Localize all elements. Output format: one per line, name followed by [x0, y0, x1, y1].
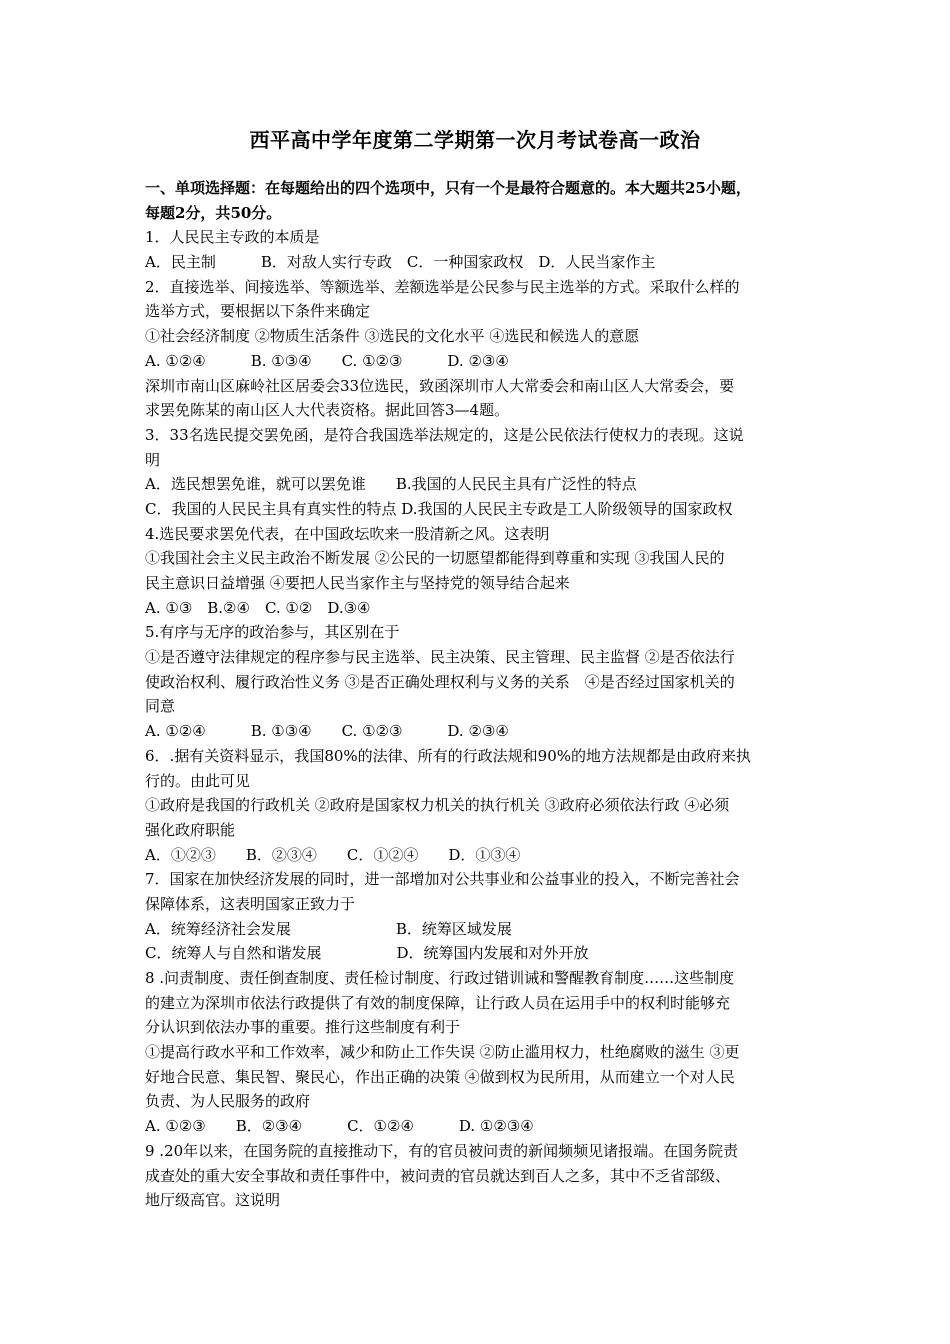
text-line: 负责、为人民服务的政府: [145, 1092, 311, 1111]
text-line: C．我国的人民民主具有真实性的特点 D.我国的人民民主专政是工人阶级领导的国家政权: [145, 499, 733, 518]
text-line: 1．人民民主专政的本质是: [145, 228, 320, 247]
text-line: 求罢免陈某的南山区人大代表资格。据此回答3—4题。: [145, 401, 510, 420]
text-line: A．选民想罢免谁，就可以罢免谁 B.我国的人民民主具有广泛性的特点: [145, 475, 637, 494]
text-line: A. ①②④ B. ①③④ C. ①②③ D. ②③④: [145, 351, 509, 370]
page-title: 西平高中学年度第二学期第一次月考试卷高一政治: [249, 128, 701, 152]
text-line: 保障体系，这表明国家正致力于: [145, 894, 356, 913]
text-line: A. ①②③ B．②③④ C．①②④ D. ①②③④: [145, 1117, 534, 1136]
text-line: 7．国家在加快经济发展的同时，进一部增加对公共事业和公益事业的投入，不断完善社会: [145, 870, 740, 889]
text-line: 9 .20年以来，在国务院的直接推动下，有的官员被问责的新闻频频见诸报端。在国务院责: [145, 1141, 739, 1160]
text-line: 2．直接选举、间接选举、等额选举、差额选举是公民参与民主选举的方式。采取什么样的: [145, 277, 740, 296]
text-line: ①政府是我国的行政机关 ②政府是国家权力机关的执行机关 ③政府必须依法行政 ④必须: [145, 796, 730, 815]
text-line: 分认识到依法办事的重要。推行这些制度有利于: [145, 1018, 461, 1037]
text-line: 地厅级高官。这说明: [145, 1191, 281, 1210]
text-line: ①提高行政水平和工作效率，减少和防止工作失误 ②防止滥用权力，杜绝腐败的滋生 ③更: [145, 1043, 740, 1062]
text-line: 成查处的重大安全事故和责任事件中，被问责的官员就达到百人之多，其中不乏省部级、: [145, 1166, 731, 1185]
text-line: 民主意识日益增强 ④要把人民当家作主与坚持党的领导结合起来: [145, 574, 570, 592]
text-line: ①是否遵守法律规定的程序参与民主选举、民主决策、民主管理、民主监督 ②是否依法行: [145, 648, 735, 667]
section-heading: 每题2分，共50分。: [145, 203, 282, 222]
text-line: A．统筹经济社会发展 B．统筹区域发展: [145, 919, 512, 938]
text-line: 3．33名选民提交罢免函，是符合我国选举法规定的，这是公民依法行使权力的表现。这说: [145, 425, 744, 444]
text-line: ①我国社会主义民主政治不断发展 ②公民的一切愿望都能得到尊重和实现 ③我国人民的: [145, 549, 725, 568]
text-line: 8 .问责制度、责任倒查制度、责任检讨制度、行政过错训诫和警醒教育制度……这些制度: [145, 969, 735, 987]
text-line: ①社会经济制度 ②物质生活条件 ③选民的文化水平 ④选民和候选人的意愿: [145, 327, 640, 346]
question-list: [145, 225, 817, 1213]
text-line: C．统筹人与自然和谐发展 D．统筹国内发展和对外开放: [145, 944, 589, 963]
text-line: 好地合民意、集民智、聚民心，作出正确的决策 ④做到权为民所用，从而建立一个对人民: [145, 1067, 735, 1086]
text-line: A．①②③ B．②③④ C．①②④ D．①③④: [145, 845, 521, 864]
text-line: 选举方式，要根据以下条件来确定: [145, 302, 371, 321]
text-line: 深圳市南山区麻岭社区居委会33位选民，致函深圳市人大常委会和南山区人大常委会，要: [145, 376, 735, 395]
text-line: 明: [145, 450, 161, 469]
text-line: A. ①③ B.②④ C. ①② D.③④: [145, 598, 371, 617]
text-line: 的建立为深圳市依法行政提供了有效的制度保障，让行政人员在运用手中的权利时能够充: [145, 993, 731, 1012]
section-heading: 一、单项选择题：在每题给出的四个选项中，只有一个是最符合题意的。本大题共25小题，: [145, 179, 751, 197]
exam-content: [145, 176, 817, 1213]
text-line: 同意: [145, 697, 176, 716]
text-line: A．民主制 B．对敌人实行专政 C．一种国家政权 D．人民当家作主: [145, 253, 656, 272]
text-line: 行的。由此可见: [145, 771, 251, 790]
text-line: A. ①②④ B. ①③④ C. ①②③ D. ②③④: [145, 722, 509, 741]
text-line: 使政治权利、履行政治性义务 ③是否正确处理权利与义务的关系 ④是否经过国家机关的: [145, 672, 735, 691]
text-line: 6．.据有关资料显示，我国80%的法律、所有的行政法规和90%的地方法规都是由政府来执: [145, 746, 751, 765]
text-line: 5.有序与无序的政治参与，其区别在于: [145, 623, 400, 642]
text-line: 4.选民要求罢免代表，在中国政坛吹来一股清新之风。这表明: [145, 524, 550, 543]
text-line: 强化政府职能: [145, 820, 236, 839]
